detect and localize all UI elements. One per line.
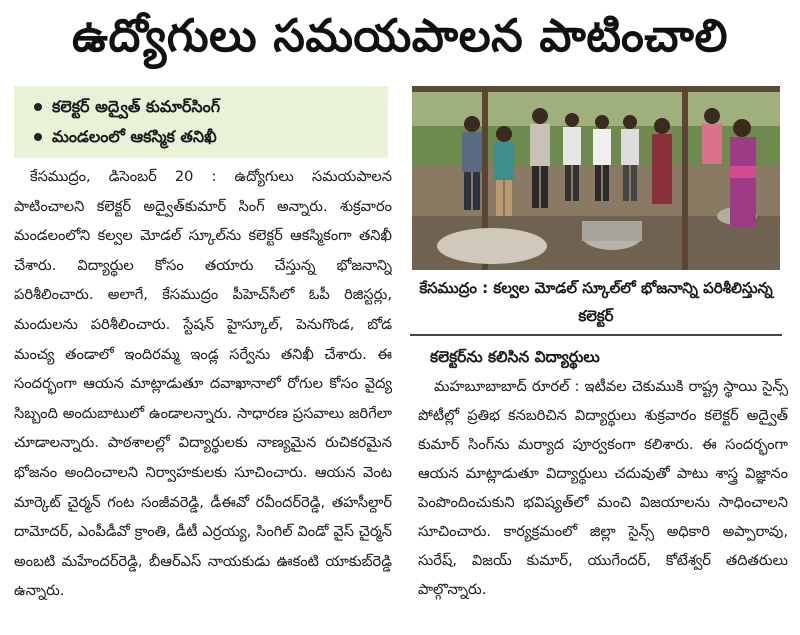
highlight-text: మండలంలో ఆకస్మిక తనిఖీ [52,127,217,146]
highlight-item [22,122,380,152]
second-story [418,372,788,630]
main-story-text: కేసముద్రం, డిసెంబర్ 20 : ఉద్యోగులు సమయపాలన పాటించాలని కలెక్టర్ అద్వైత్‌కుమార్ సింగ్ అన్నారు. శుక్రవారం మండలంలోని కల్వల మోడల్ స్కూల్‌ను కలెక్టర్ ఆకస్మికంగా తనిఖీ చేశారు. విద్యార్థుల కోసం తయారు చేస్తున్న భోజనాన్ని పరిశీలించారు. అలాగే, కేసముద్రం పీహెచ్‌సీలో ఓపీ రిజిస్టర్లు, మందులను పరిశీలించారు. స్టేషన్ హైస్కూల్, పెనుగొండ, బోడ మంచ్య తండాలో ఇందిరమ్మ ఇండ్ల సర్వేను తనిఖీ చేశారు. ఈ సందర్భంగా ఆయన మాట్లాడుతూ దవాఖానాలో రోగుల కోసం వైద్య సిబ్బంది అందుబాటులో ఉండాలన్నారు. సాధారణ ప్రసవాలు జరిగేలా చూడాలన్నారు. పాఠశాలల్లో విద్యార్థులకు నాణ్యమైన రుచికరమైన భోజనం అందించాలని నిర్వాహకులకు సూచించారు. ఆయన వెంట మార్కెట్ చైర్మన్ గంట సంజీవరెడ్డి, డీఈవో రవీందర్‌రెడ్డి, తహసీల్దార్ దామోదర్, ఎంపీడీవో క్రాంతి, డీటీ ఎర్రయ్య, సింగిల్ విండో వైస్ చైర్మన్ అంబటి మహేందర్‌రెడ్డి, బీఆర్ఎస్ నాయకుడు ఊకంటి యాకుబ్‌రెడ్డి ఉన్నారు. [14,168,392,600]
highlight-item [22,92,380,122]
photo-illustration [412,86,780,270]
photo-caption: కేసముద్రం : కల్వల మోడల్ స్కూల్‌లో భోజనాన్ని పరిశీలిస్తున్న కలెక్టర్ [410,274,782,336]
bullet-icon [34,103,42,111]
news-photo [412,86,780,270]
highlight-text: కలెక్టర్ అద్వైత్ కుమార్‌సింగ్ [52,97,221,116]
bullet-icon [34,133,42,141]
main-story [14,162,392,630]
second-story-heading: కలెక్టర్‌ను కలిసిన విద్యార్థులు [430,348,600,366]
highlights-box [14,86,388,158]
second-story-text: మహబూబాబాద్ రూరల్ : ఇటీవల చెకుముకి రాష్ట్ర స్థాయి సైన్స్ పోటీల్లో ప్రతిభ కనబరిచిన విద్యార్థులు శుక్రవారం కలెక్టర్ అద్వైత్ కుమార్ సింగ్‌ను మర్యాద పూర్వకంగా కలిశారు. ఈ సందర్భంగా ఆయన మాట్లాడుతూ విద్యార్థులు చదువుతో పాటు శాస్త్ర విజ్ఞానం పెంపొందించుకుని భవిష్యత్‌లో మంచి విజయాలను సాధించాలని సూచించారు. కార్యక్రమంలో జిల్లా సైన్స్ అధికారి అప్పారావు, సురేష్, విజయ్ కుమార్, యుగేందర్, కోటేశ్వర్ తదితరులు పాల్గొన్నారు. [418,378,788,598]
headline: ఉద్యోగులు సమయపాలన పాటించాలి [72,9,728,62]
